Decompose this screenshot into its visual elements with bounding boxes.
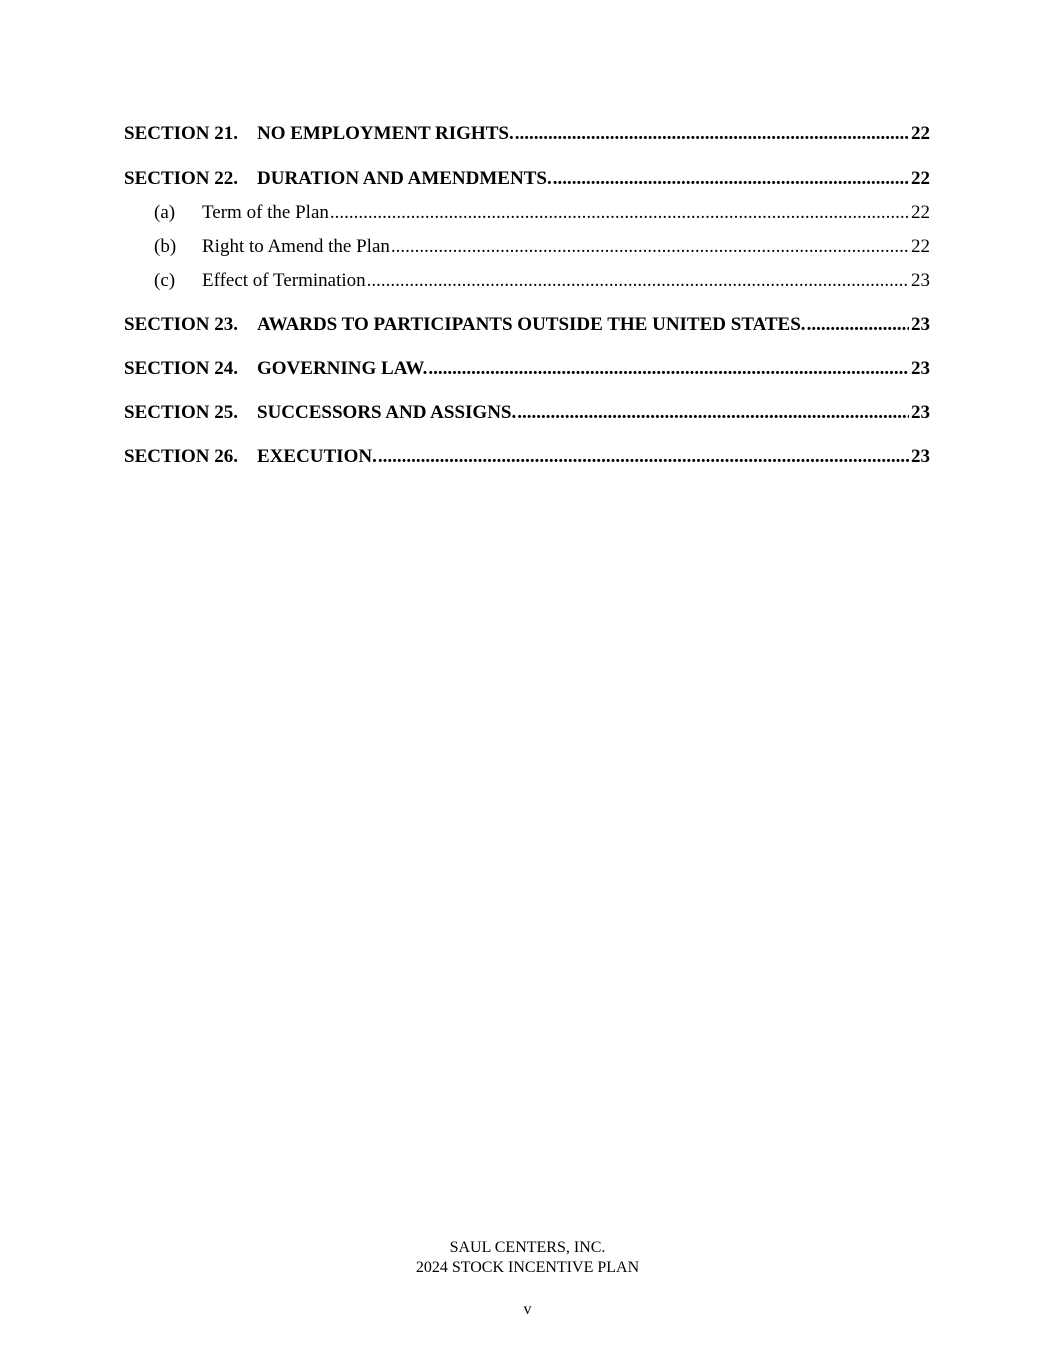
toc-entry-section-24 (124, 357, 930, 381)
toc-entry-section-25 (124, 401, 930, 425)
toc-entry-page: 22 (911, 168, 930, 189)
toc-entry-number: (b) (154, 236, 177, 257)
toc-entry-section-21 (124, 122, 930, 146)
toc-entry-section-26 (124, 445, 930, 469)
toc-entry-section-22 (124, 167, 930, 191)
dot-leader (515, 122, 909, 146)
dot-leader (428, 357, 909, 381)
toc-entry-page: 22 (911, 236, 930, 257)
toc-entry-sub-a (124, 201, 930, 225)
dot-leader (378, 445, 909, 469)
toc-entry-page: 22 (911, 202, 930, 223)
toc-entry-title: SUCCESSORS AND ASSIGNS. (257, 402, 517, 423)
toc-entry-title: NO EMPLOYMENT RIGHTS. (257, 123, 514, 144)
toc-entry-page: 23 (911, 446, 930, 467)
dot-leader (517, 401, 909, 425)
toc-entry-page: 23 (911, 314, 930, 335)
toc-entry-number: SECTION 26. (124, 446, 239, 467)
toc-entry-title: Right to Amend the Plan (202, 236, 390, 257)
toc-entry-title: Term of the Plan (202, 202, 329, 223)
toc-entry-title: EXECUTION. (257, 446, 377, 467)
toc-entry-title: Effect of Termination (202, 270, 366, 291)
table-of-contents (124, 122, 930, 469)
dot-leader (807, 313, 909, 337)
toc-entry-number: SECTION 22. (124, 168, 239, 189)
page-number: v (523, 1301, 532, 1318)
toc-entry-number: SECTION 24. (124, 358, 239, 379)
page-footer (0, 1238, 1055, 1320)
toc-entry-section-23 (124, 313, 930, 337)
dot-leader (330, 201, 909, 225)
toc-entry-number: (c) (154, 270, 176, 291)
dot-leader (553, 167, 909, 191)
toc-entry-sub-b (124, 235, 930, 259)
toc-entry-page: 22 (911, 123, 930, 144)
toc-entry-number: (a) (154, 202, 176, 223)
toc-entry-page: 23 (911, 358, 930, 379)
footer-company-name: SAUL CENTERS, INC. (449, 1239, 606, 1256)
toc-entry-number: SECTION 21. (124, 123, 239, 144)
dot-leader (391, 235, 909, 259)
toc-entry-page: 23 (911, 270, 930, 291)
toc-entry-title: GOVERNING LAW. (257, 358, 428, 379)
toc-entry-page: 23 (911, 402, 930, 423)
toc-entry-title: DURATION AND AMENDMENTS. (257, 168, 552, 189)
dot-leader (367, 269, 909, 293)
toc-entry-sub-c (124, 269, 930, 293)
toc-entry-number: SECTION 25. (124, 402, 239, 423)
footer-plan-name: 2024 STOCK INCENTIVE PLAN (415, 1259, 640, 1276)
toc-entry-number: SECTION 23. (124, 314, 239, 335)
toc-entry-title: AWARDS TO PARTICIPANTS OUTSIDE THE UNITED STATES. (257, 314, 806, 335)
